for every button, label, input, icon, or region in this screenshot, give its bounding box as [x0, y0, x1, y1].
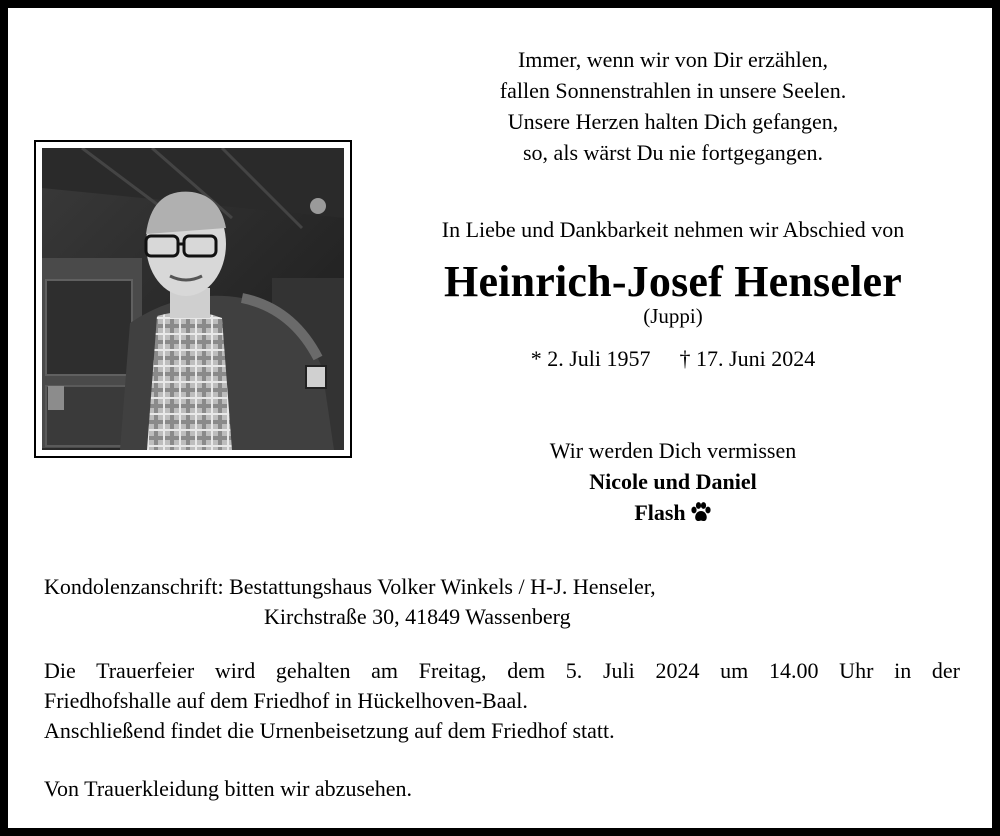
- farewell-intro: In Liebe und Dankbarkeit nehmen wir Abschied von: [441, 217, 905, 242]
- ceremony-line: Anschließend findet die Urnenbeisetzung auf dem Friedhof statt.: [44, 718, 615, 743]
- poem-line: so, als wärst Du nie fortgegangen.: [523, 140, 823, 165]
- poem-line: fallen Sonnenstrahlen in unsere Seelen.: [499, 78, 847, 103]
- dress-request: Von Trauerkleidung bitten wir abzusehen.: [44, 776, 413, 801]
- deceased-nickname: (Juppi): [643, 304, 703, 328]
- ceremony-line: Friedhofshalle auf dem Friedhof in Hückelhoven-Baal.: [44, 688, 528, 713]
- portrait-frame: [34, 140, 352, 458]
- closing-block: [388, 435, 958, 531]
- birth-date: 2. Juli 1957: [547, 346, 651, 371]
- birth-symbol: *: [530, 346, 542, 371]
- poem-line: Immer, wenn wir von Dir erzählen,: [517, 47, 829, 72]
- portrait-illustration: [42, 148, 344, 450]
- paw-icon: [690, 500, 712, 531]
- pet-name: Flash: [634, 500, 686, 525]
- portrait-photo: [42, 148, 344, 450]
- death-date: 17. Juni 2024: [696, 346, 816, 371]
- death-symbol: †: [679, 346, 691, 371]
- life-dates: [388, 344, 958, 374]
- ceremony-info: [44, 656, 960, 746]
- deceased-name: Heinrich-Josef Henseler: [444, 257, 902, 306]
- pet-line: [388, 497, 958, 531]
- mourner-names: Nicole und Daniel: [589, 469, 757, 494]
- poem-line: Unsere Herzen halten Dich gefangen,: [507, 109, 839, 134]
- closing-message: Wir werden Dich vermissen: [549, 438, 797, 463]
- condolence-line: Kondolenzanschrift: Bestattungshaus Volker Winkels / H-J. Henseler,: [44, 574, 656, 599]
- condolence-street: Kirchstraße 30, 41849 Wassenberg: [264, 604, 571, 629]
- condolence-address: [44, 572, 656, 632]
- ceremony-line: Die Trauerfeier wird gehalten am Freitag, dem 5. Juli 2024 um 14.00 Uhr in der: [44, 658, 960, 683]
- memorial-poem: [388, 44, 958, 168]
